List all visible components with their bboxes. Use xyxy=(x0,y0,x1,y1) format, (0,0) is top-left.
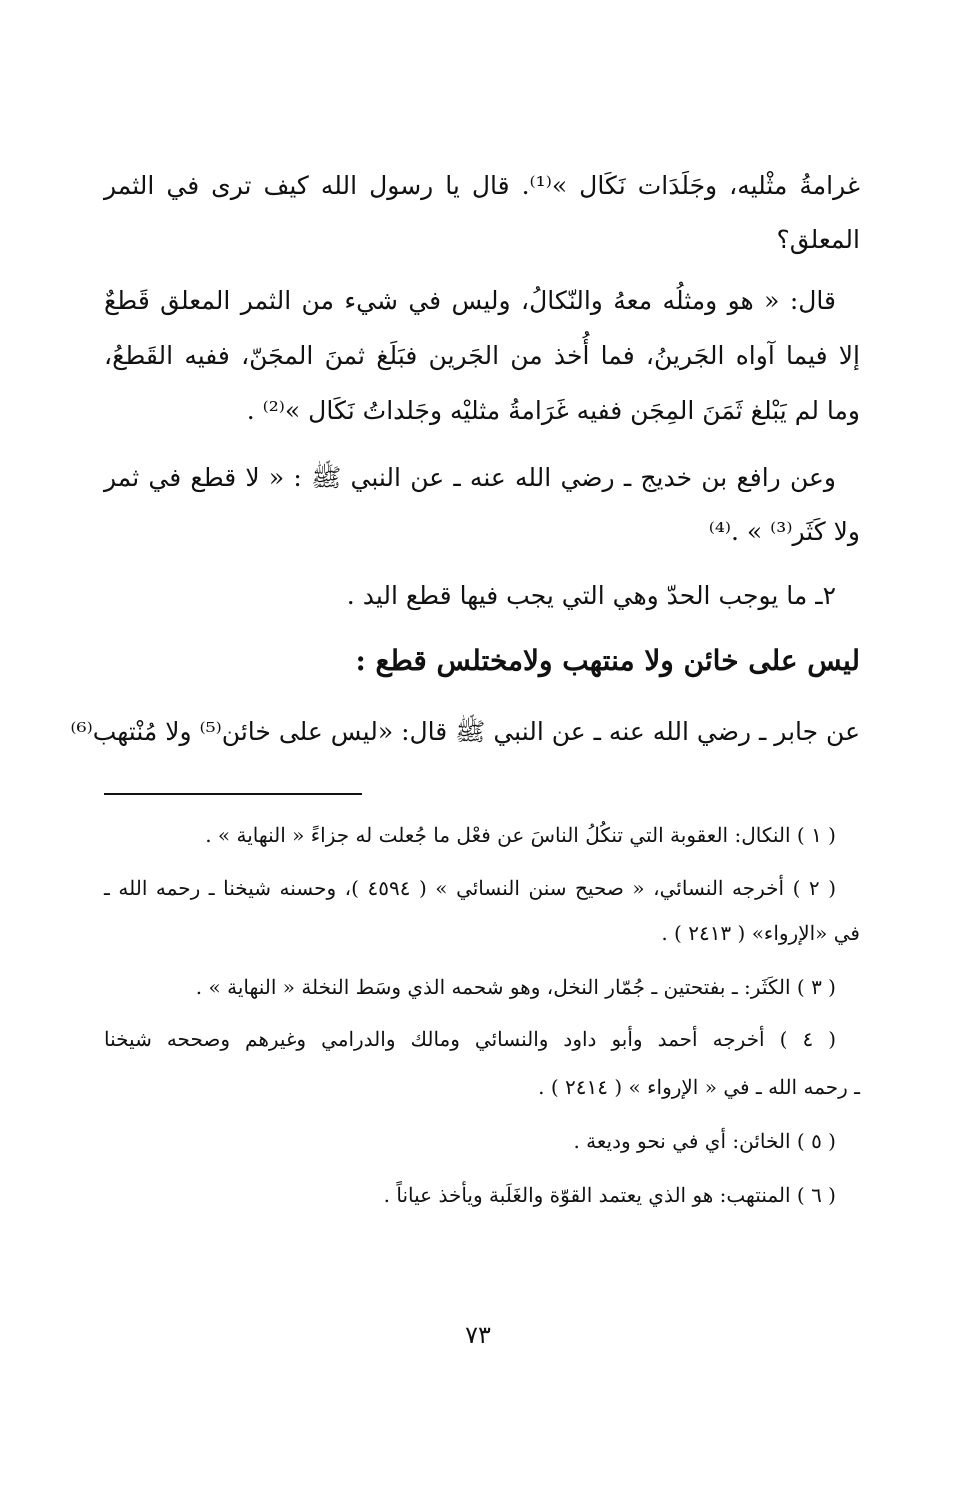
section-heading: ليس على خائن ولا منتهب ولامختلس قطع : xyxy=(355,644,860,677)
body-line-8: ٢ـ ما يوجب الحدّ وهي التي يجب فيها قطع اليد . xyxy=(346,581,836,610)
page-number: ٧٣ xyxy=(465,1321,491,1349)
footnote-4: ( ٤ ) أخرجه أحمد وأبو داود والنسائي ومالك والدرامي وغيرهم وصححه شيخنا xyxy=(104,1027,836,1051)
footnote-3: ( ٣ ) الكَثَر: ـ بفتحتين ـ جُمّار النخل، وهو شحمه الذي وسَط النخلة « النهاية » . xyxy=(195,975,836,999)
footnote-divider xyxy=(104,793,362,795)
body-line-2: المعلق؟ xyxy=(776,225,860,254)
body-line-6: وعن رافع بن خديج ـ رضي الله عنه ـ عن النبي ﷺ : « لا قطع في ثمر xyxy=(104,463,836,492)
footnote-1: ( ١ ) النكال: العقوبة التي تنكُلُ الناسَ عن فعْل ما جُعلت له جزاءً « النهاية » . xyxy=(205,823,836,847)
footnote-2: ( ٢ ) أخرجه النسائي، « صحيح سنن النسائي » ( ٤٥٩٤ )، وحسنه شيخنا ـ رحمه الله ـ xyxy=(104,876,837,900)
footnote-4-cont: ـ رحمه الله ـ في « الإرواء » ( ٢٤١٤ ) . xyxy=(538,1075,860,1099)
footnote-6: ( ٦ ) المنتهب: هو الذي يعتمد القوّة والغَلَبة ويأخذ عياناً . xyxy=(383,1183,836,1207)
body-line-5: وما لم يَبْلغ ثَمَنَ المِجَن ففيه غَرَامةُ مثليْه وجَلداتُ نَكَال »⁽²⁾ . xyxy=(246,396,860,425)
body-line-7: ولا كَثَر⁽³⁾ » .⁽⁴⁾ xyxy=(708,517,860,546)
footnote-5: ( ٥ ) الخائن: أي في نحو وديعة . xyxy=(573,1129,836,1153)
closing-line: عن جابر ـ رضي الله عنه ـ عن النبي ﷺ قال: «ليس على خائن⁽⁵⁾ ولا مُنْتهب⁽⁶⁾ xyxy=(70,717,860,746)
footnote-2-cont: في «الإرواء» ( ٢٤١٣ ) . xyxy=(661,921,860,945)
body-line-3: قال: « هو ومثلُه معهُ والنّكالُ، وليس في شيء من الثمر المعلق قَطعٌ xyxy=(104,286,836,315)
body-line-1: غرامةُ مثْليه، وجَلَدَات نَكَال »⁽¹⁾. قال يا رسول الله كيف ترى في الثمر xyxy=(104,171,860,200)
body-line-4: إلا فيما آواه الجَرينُ، فما أُخذ من الجَرين فبَلَغ ثمنَ المجَنّ، ففيه القَطعُ، xyxy=(104,341,860,370)
